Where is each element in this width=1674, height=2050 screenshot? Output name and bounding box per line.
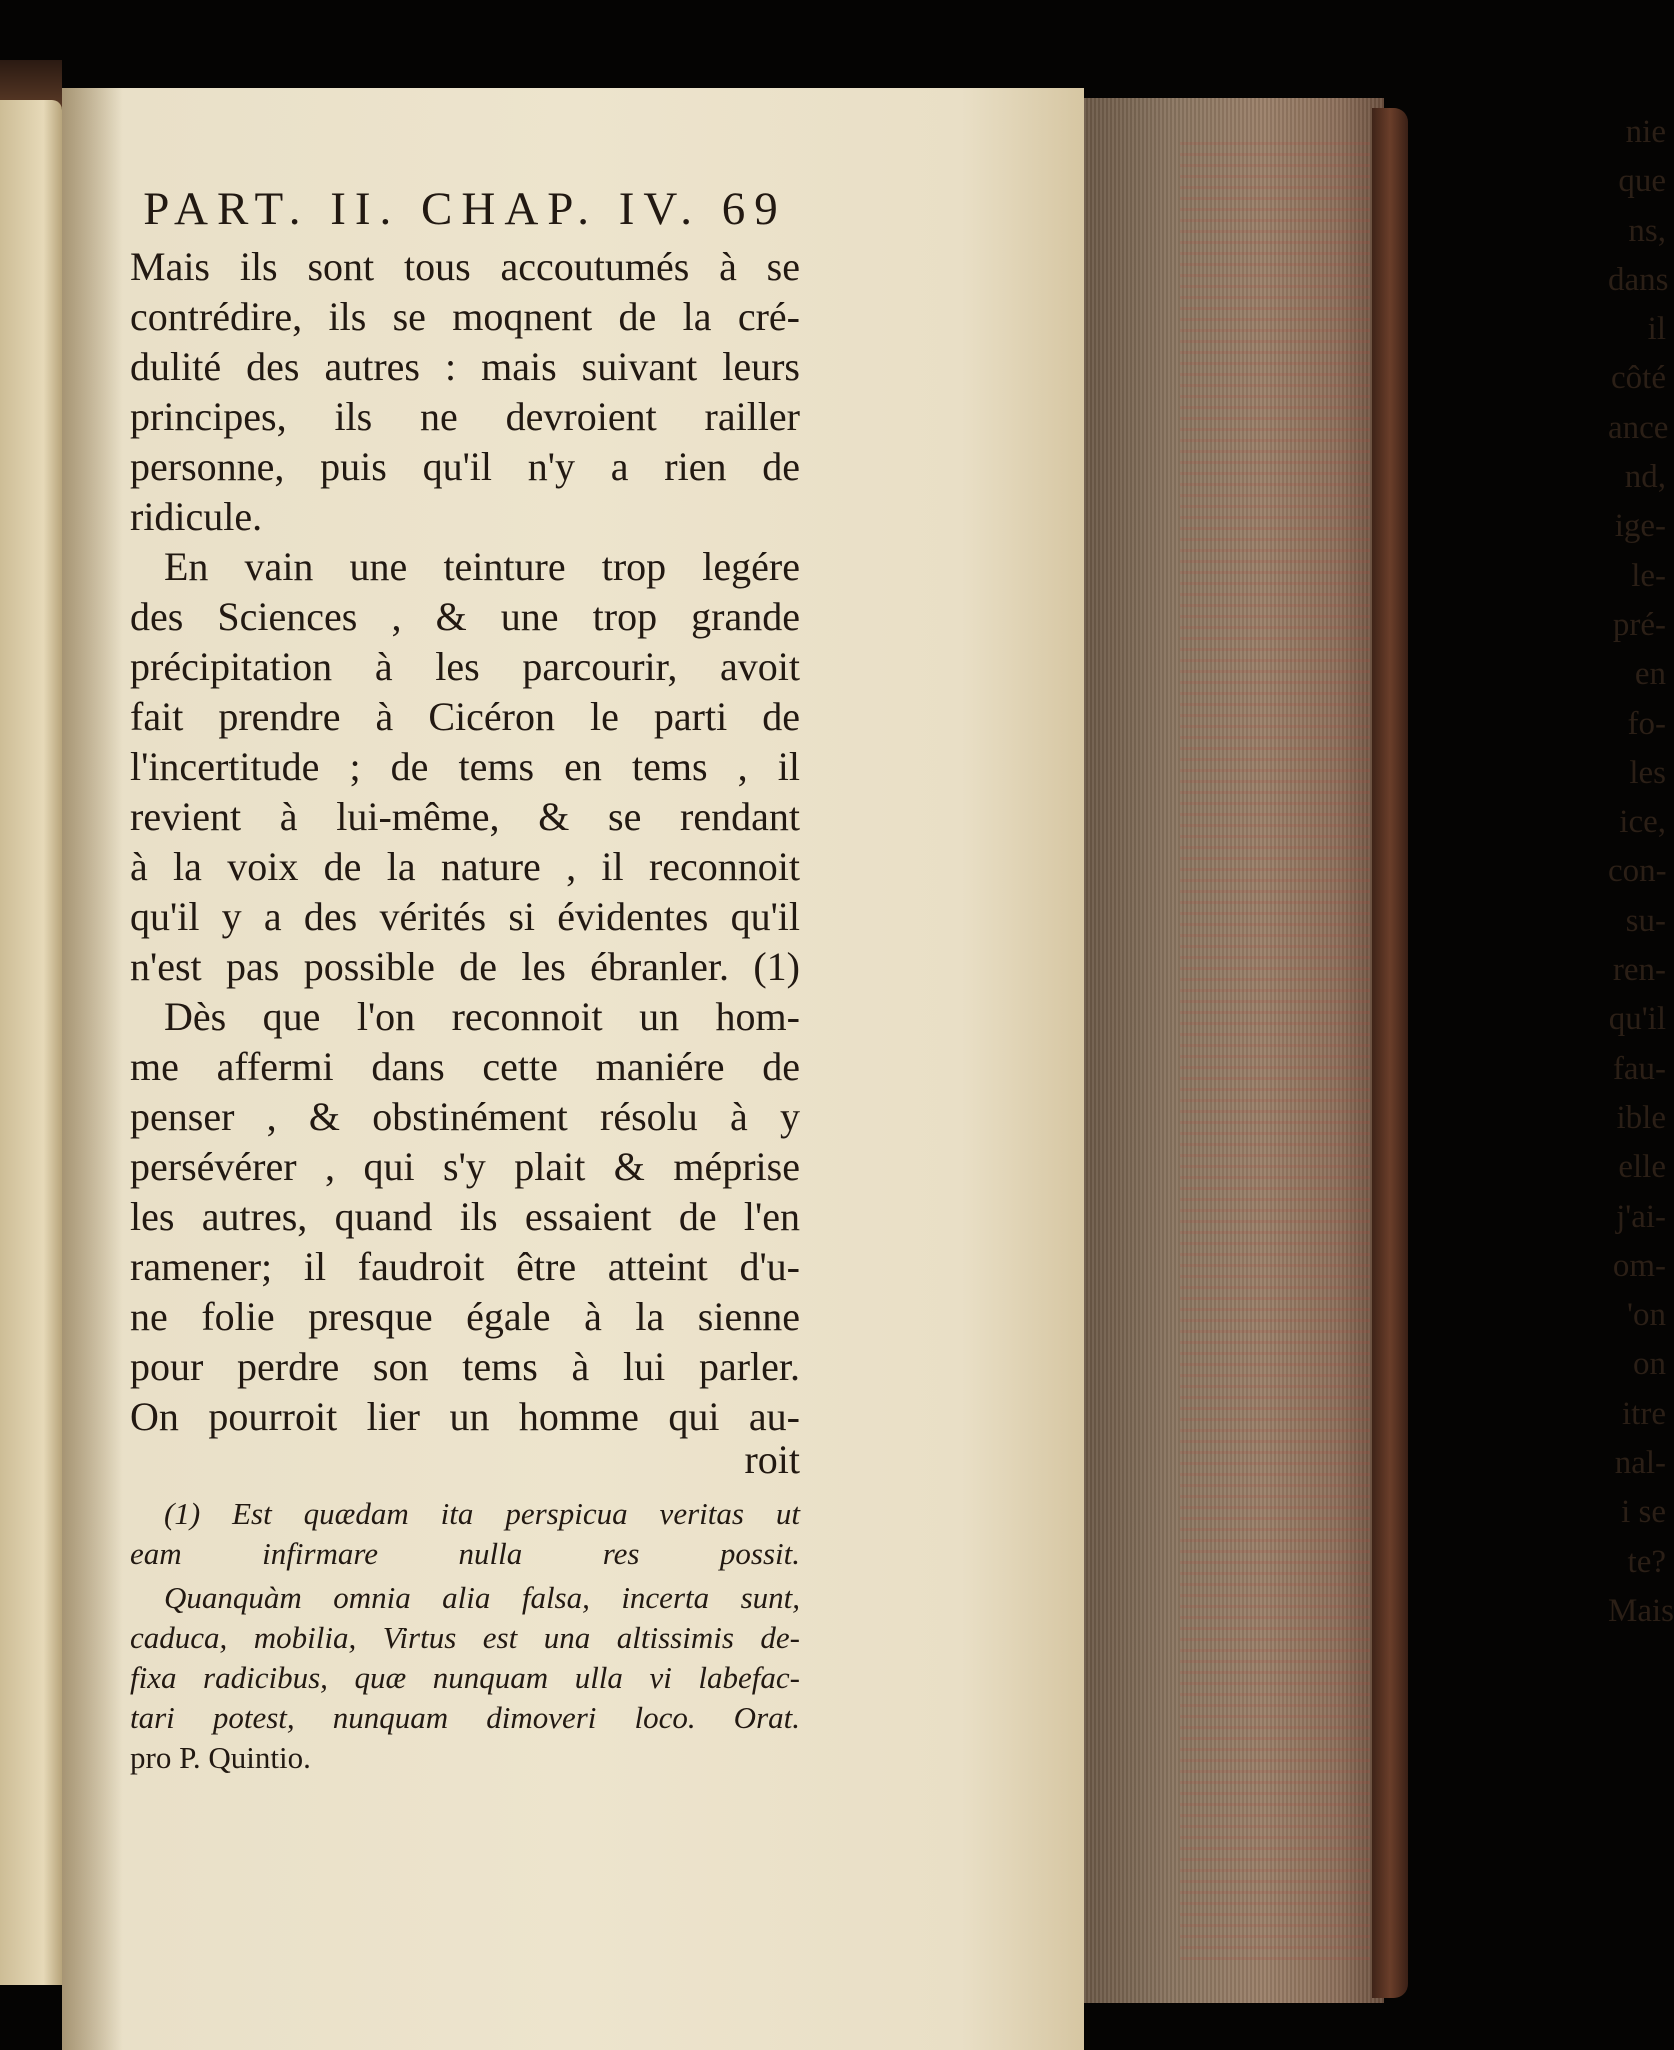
body-line: On pourroit lier un homme qui au- [130,1394,800,1439]
previous-page-fragment: on [1633,1346,1666,1383]
previous-page-fragment: j'ai- [1616,1198,1666,1235]
previous-page-fragment: fau- [1612,1050,1666,1087]
previous-page-fragment: ige- [1614,508,1666,545]
footnote-line: pro P. Quintio. [130,1740,311,1775]
previous-page-fragment: qu'il [1608,1001,1666,1038]
body-line: Mais ils sont tous accoutumés à se [130,244,800,289]
body-line: qu'il y a des vérités si évidentes qu'il [130,894,800,939]
previous-page-fragment: i se [1621,1494,1666,1531]
previous-page-fragment: om- [1612,1247,1666,1284]
previous-page-fragment: côté [1611,360,1666,397]
body-line: penser , & obstinément résolu à y [130,1094,800,1139]
body-line: des Sciences , & une trop grande [130,594,800,639]
sprinkled-edge [1180,140,1370,1960]
body-line: contrédire, ils se moqnent de la cré- [130,294,800,339]
previous-page-fragment: nie [1625,114,1666,150]
previous-page-fragment: elle [1618,1149,1666,1186]
footnote-line: caduca, mobilia, Virtus est una altissimis de- [130,1620,800,1655]
previous-page-fragment: ible [1616,1099,1666,1136]
previous-page-fragment: ns, [1628,212,1666,249]
footnote-line: fixa radicibus, quæ nunquam ulla vi labefac- [130,1660,800,1695]
body-line: à la voix de la nature , il reconnoit [130,844,800,889]
footnote-line: eam infirmare nulla res possit. [130,1536,800,1571]
body-line: pour perdre son tems à lui parler. [130,1344,800,1389]
previous-page-fragment: en [1634,656,1666,693]
previous-page-fragment: ren- [1612,952,1666,989]
body-line: dulité des autres : mais suivant leurs [130,344,800,389]
body-line: Dès que l'on reconnoit un hom- [164,994,800,1039]
running-header: PART. II. CHAP. IV. 69 [143,183,787,235]
body-line: revient à lui-même, & se rendant [130,794,800,839]
previous-page-fragment: su- [1625,902,1666,939]
previous-page [0,100,62,1985]
previous-page-fragment: fo- [1627,705,1666,742]
previous-page-fragment: Mais [1608,1592,1674,1629]
previous-page-fragment: dans [1608,261,1669,298]
body-line: les autres, quand ils essaient de l'en [130,1194,800,1239]
previous-page-fragment: te? [1627,1543,1666,1580]
book-cover [1372,108,1408,1998]
body-line: En vain une teinture trop legére [164,544,800,589]
body-line: principes, ils ne devroient railler [130,394,800,439]
previous-page-fragment: les [1629,754,1666,791]
body-line: persévérer , qui s'y plait & méprise [130,1144,800,1189]
body-line: ramener; il faudroit être atteint d'u- [130,1244,800,1289]
body-line: personne, puis qu'il n'y a rien de [130,444,800,489]
footnote-line: tari potest, nunquam dimoveri loco. Orat. [130,1700,800,1735]
previous-page-fragment: ance [1608,409,1669,446]
gutter-shadow [62,88,122,2050]
body-line: fait prendre à Cicéron le parti de [130,694,800,739]
previous-page-fragment: pré- [1612,606,1666,643]
body-line: ridicule. [130,494,263,539]
previous-page-fragment: nal- [1614,1445,1666,1482]
previous-page-fragment: 'on [1627,1297,1666,1334]
body-line: me affermi dans cette maniére de [130,1044,800,1089]
catchword: roit [744,1437,800,1482]
body-line: ne folie presque égale à la sienne [130,1294,800,1339]
previous-page-fragment: il [1647,311,1666,348]
previous-page-fragment: ice, [1619,804,1666,841]
previous-page-fragment: con- [1608,853,1667,890]
previous-page-fragment: le- [1631,557,1666,594]
body-line: précipitation à les parcourir, avoit [130,644,800,689]
previous-page-fragment: que [1618,163,1666,200]
previous-page-fragment: nd, [1624,459,1666,496]
previous-page-text [1608,108,1674,1636]
footnote-line: (1) Est quædam ita perspicua veritas ut [164,1496,800,1531]
body-line: n'est pas possible de les ébranler. (1) [130,944,800,989]
body-line: l'incertitude ; de tems en tems , il [130,744,800,789]
previous-page-fragment: itre [1622,1395,1666,1432]
footnote-line: Quanquàm omnia alia falsa, incerta sunt, [164,1580,800,1615]
